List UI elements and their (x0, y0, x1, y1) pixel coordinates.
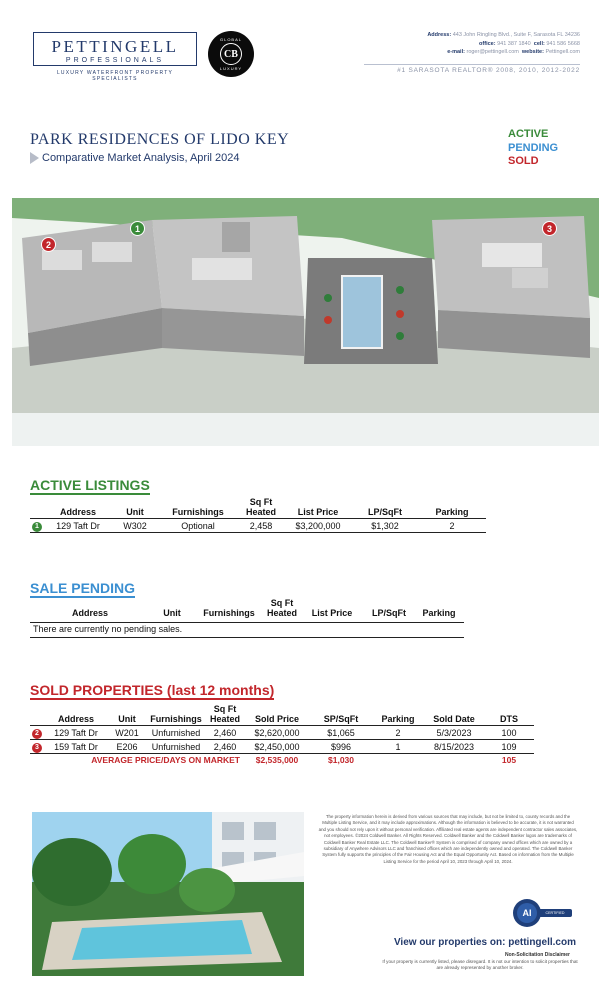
cell-unit: W201 (108, 726, 146, 740)
logo-subtitle: PROFESSIONALS (65, 57, 165, 64)
active-listings-title: ACTIVE LISTINGS (30, 477, 150, 493)
logo-name: PETTINGELL (51, 37, 179, 56)
phone-line (427, 40, 580, 49)
cell-parking: 2 (372, 726, 424, 740)
col-sold-date: Sold Date (433, 714, 475, 724)
sold-properties-table (30, 704, 534, 767)
office-label: office: (479, 40, 496, 47)
table-header-row (30, 497, 486, 519)
col-dts: DTS (500, 714, 518, 724)
cell-unit: E206 (108, 740, 146, 754)
website-link[interactable]: Pettingell.com (545, 49, 580, 56)
address-label: Address: (427, 32, 452, 38)
sale-pending-title: SALE PENDING (30, 580, 136, 596)
aerial-building-illustration (12, 198, 599, 446)
coldwell-banker-global-luxury-logo (208, 31, 254, 77)
cell-address: 129 Taft Dr (44, 519, 112, 533)
cell-address: 159 Taft Dr (44, 740, 108, 754)
cell-address: 129 Taft Dr (44, 726, 108, 740)
header-divider (364, 64, 580, 65)
col-address: Address (71, 608, 108, 618)
pool-courtyard-illustration (32, 812, 304, 976)
cell-price: $2,450,000 (244, 740, 310, 754)
average-dts: 105 (501, 755, 517, 766)
table-row (30, 740, 534, 754)
office-phone[interactable]: 941 387 1840 (497, 40, 531, 47)
cell-sold-date: 5/3/2023 (424, 726, 484, 740)
address-line (427, 31, 580, 40)
row-number-badge: 1 (32, 522, 42, 532)
col-furnishings: Furnishings (203, 608, 255, 618)
col-furnishings: Furnishings (172, 507, 224, 517)
website-label: website: (521, 49, 544, 56)
address-text: 443 John Ringling Blvd., Suite F, Sarasota FL 34236 (452, 32, 580, 38)
triangle-bullet-icon (30, 152, 39, 164)
cell-sqft: 2,460 (206, 740, 244, 754)
col-sqft: Sq Ft Heated (209, 704, 240, 724)
page-title: PARK RESIDENCES OF LIDO KEY (30, 131, 290, 148)
table-row (30, 726, 534, 740)
cell-unit: W302 (112, 519, 158, 533)
cell-dts: 100 (484, 726, 534, 740)
email-link[interactable]: roger@pettingell.com (466, 49, 519, 56)
col-furnishings: Furnishings (150, 714, 202, 724)
cell-phone[interactable]: 941 586 5668 (546, 40, 580, 47)
site-plan-rendering (12, 198, 599, 446)
ai-badge-text: CERTIFIED AGENT (545, 911, 565, 921)
cell-sqft: 2,458 (238, 519, 284, 533)
average-label: AVERAGE PRICE/DAYS ON MARKET (91, 755, 240, 766)
sold-properties-title: SOLD PROPERTIES (last 12 months) (30, 682, 275, 698)
table-header-row (30, 598, 464, 619)
col-unit: Unit (118, 714, 136, 724)
subtitle-text: Comparative Market Analysis, April 2024 (42, 152, 240, 164)
map-marker-sold-2[interactable]: 2 (41, 237, 56, 252)
cell-furnishings: Unfurnished (146, 740, 206, 754)
cell-price: $3,200,000 (284, 519, 352, 533)
cell-label: cell: (533, 40, 545, 47)
row-number-badge: 3 (32, 743, 42, 753)
cell-parking: 2 (418, 519, 486, 533)
average-per-sqft: $1,030 (328, 755, 354, 766)
col-unit: Unit (163, 608, 181, 618)
cell-per-sqft: $1,065 (310, 726, 372, 740)
col-unit: Unit (126, 507, 144, 517)
col-lp-sqft: LP/SqFt (372, 608, 406, 618)
cell-furnishings: Unfurnished (146, 726, 206, 740)
no-pending-message: There are currently no pending sales. (30, 622, 464, 638)
table-row (30, 519, 486, 533)
cb-monogram: CB (220, 43, 242, 65)
row-number-badge: 2 (32, 729, 42, 739)
average-price: $2,535,000 (255, 755, 299, 766)
page-subtitle (30, 152, 239, 164)
status-legend (508, 128, 558, 169)
email-label: e-mail: (447, 49, 465, 56)
cell-per-sqft: $1,302 (352, 519, 418, 533)
non-solicitation-body: If your property is currently listed, please disregard. It is not our intention to solicit properties that are already represented by another broker. (382, 959, 578, 971)
cb-badge-top-text: GLOBAL (219, 37, 242, 42)
contact-block (427, 31, 580, 57)
col-sp-sqft: SP/SqFt (323, 714, 359, 724)
col-parking: Parking (381, 714, 415, 724)
cell-price: $2,620,000 (244, 726, 310, 740)
col-address: Address (57, 714, 94, 724)
legend-pending: PENDING (508, 141, 559, 154)
cell-sqft: 2,460 (206, 726, 244, 740)
legal-disclaimer: The property information herein is derived from various sources that may include, but not be limited to, county records and the Multiple Listing Service, and it may include approximations. Although the information is believed to be accurate, it is not warranted and you should not rely upon it without personal verification. Affiliated real estate agents are independent contractor sales associates, not employees. ©2024 Coldwell Banker. All Rights Reserved. Coldwell Banker and the Coldwell Banker logos are trademarks of Coldwell Banker Real Estate LLC. The Coldwell Banker® System is comprised of company owned offices which are owned by a subsidiary of Anywhere Advisors LLC and franchised offices which are independently owned and operated. The Coldwell Banker System fully supports the principles of the Fair Housing Act and the Equal Opportunity Act. Based on information from the Multiple Listing Service for the period April 10, 2023 through April 10, 2024. (318, 814, 578, 864)
col-list-price: List Price (311, 608, 353, 618)
view-properties-link[interactable]: View our properties on: pettingell.com (393, 937, 576, 948)
certified-agent-badge (512, 898, 574, 928)
ai-badge-mark: AI (522, 908, 532, 918)
company-logo (33, 32, 197, 66)
table-header-row (30, 704, 534, 726)
map-marker-sold-3[interactable]: 3 (542, 221, 557, 236)
col-sold-price: Sold Price (254, 714, 299, 724)
logo-tagline: LUXURY WATERFRONT PROPERTY SPECIALISTS (56, 70, 174, 82)
legend-active: ACTIVE (508, 128, 549, 140)
cb-badge-bottom-text: LUXURY (219, 66, 243, 71)
cell-per-sqft: $996 (310, 740, 372, 754)
pool-photo (32, 812, 304, 976)
col-list-price: List Price (297, 507, 339, 517)
active-listings-table (30, 497, 486, 533)
col-sqft: Sq Ft Heated (266, 598, 297, 618)
col-parking: Parking (422, 608, 456, 618)
sale-pending-table (30, 598, 464, 619)
cell-furnishings: Optional (158, 519, 238, 533)
cell-dts: 109 (484, 740, 534, 754)
cell-parking: 1 (372, 740, 424, 754)
col-lp-sqft: LP/SqFt (368, 507, 402, 517)
col-parking: Parking (435, 507, 469, 517)
email-line (427, 48, 580, 57)
col-sqft: Sq Ft Heated (245, 497, 276, 517)
cell-sold-date: 8/15/2023 (424, 740, 484, 754)
non-solicitation-title: Non-Solicitation Disclaimer (504, 952, 570, 958)
average-row (30, 754, 534, 767)
realtor-award-line: #1 SARASOTA REALTOR® 2008, 2010, 2012-2022 (397, 67, 580, 74)
map-marker-active-1[interactable]: 1 (130, 221, 145, 236)
col-address: Address (59, 507, 96, 517)
legend-sold: SOLD (508, 155, 539, 167)
